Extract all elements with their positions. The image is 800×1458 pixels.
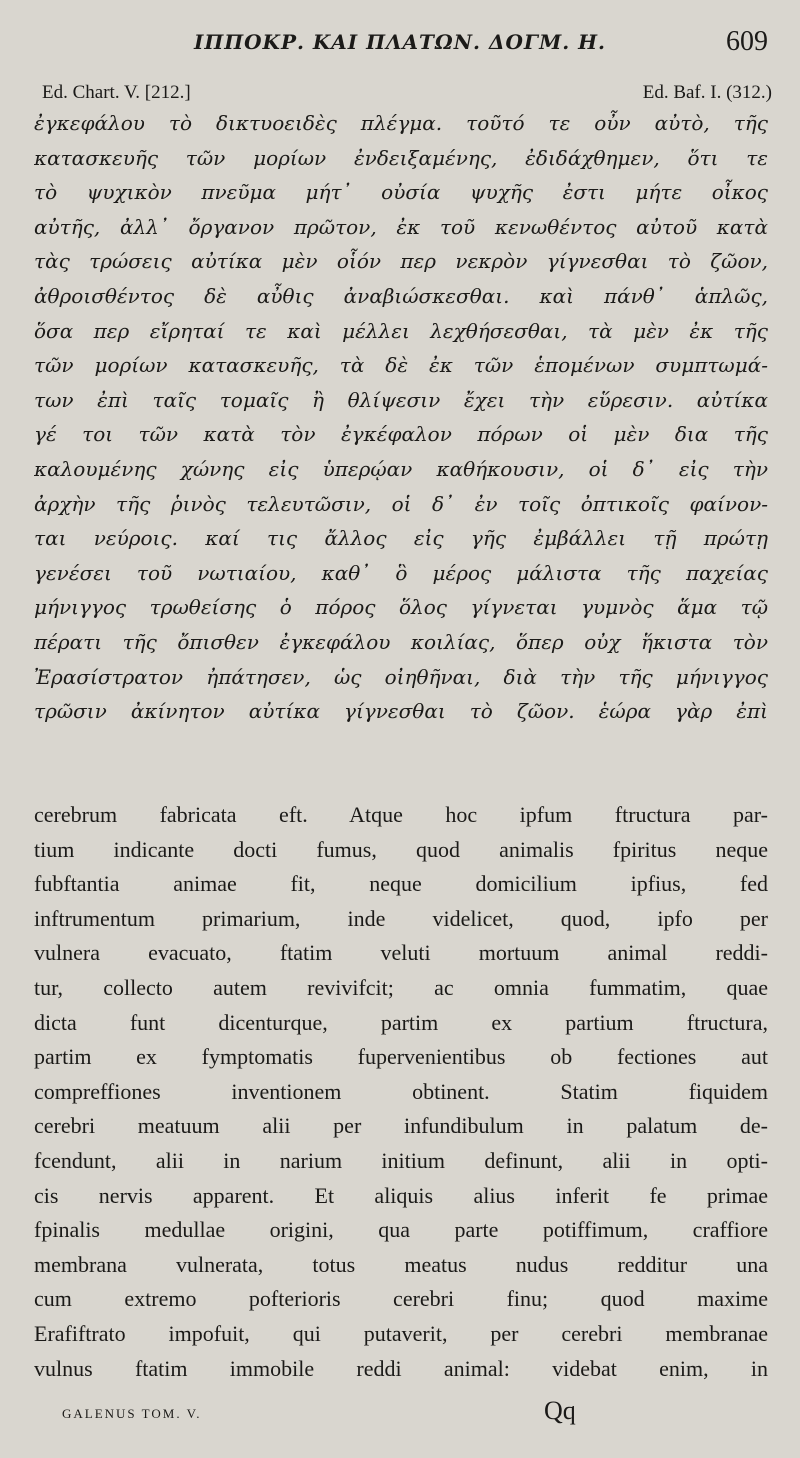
latin-text-line: cerebri meatuum alii per infundibulum in palatum de- (34, 1113, 768, 1139)
running-title: ΙΠΠΟΚΡ. ΚΑΙ ΠΛΑΤΩΝ. ΔΟΓΜ. Η. (193, 30, 607, 54)
latin-text-line: fpinalis medullae origini, qua parte potiffimum, craffiore (34, 1217, 768, 1243)
page-number: 609 (726, 26, 768, 57)
latin-text-line: cum extremo pofterioris cerebri finu; quod maxime (34, 1286, 768, 1312)
latin-text-line: membrana vulnerata, totus meatus nudus redditur una (34, 1251, 768, 1277)
greek-text-line: ἐγκεφάλου τὸ δικτυοειδὲς πλέγμα. τοῦτό τε οὖν αὐτὸ, τῆς (34, 111, 768, 135)
latin-text-line: cerebrum fabricata eft. Atque hoc ipfum ftructura par- (34, 802, 768, 827)
latin-text-line: Erafiftrato impofuit, qui putaverit, per cerebri membranae (34, 1320, 768, 1346)
latin-text-line: vulnera evacuato, ftatim veluti mortuum animal reddi- (34, 940, 768, 966)
greek-text-line: τῶν μορίων κατασκευῆς, τὰ δὲ ἐκ τῶν ἑπομένων συμπτωμά- (34, 353, 768, 378)
greek-text-line: γέ τοι τῶν κατὰ τὸν ἐγκέφαλον πόρων οἱ μὲν δια τῆς (34, 422, 768, 447)
greek-text-line: κατασκευῆς τῶν μορίων ἐνδειξαμένης, ἐδιδάχθημεν, ὅτι τε (34, 145, 768, 170)
greek-text-line: των ἐπὶ ταῖς τομαῖς ἢ θλίψεσιν ἔχει τὴν εὕρεσιν. αὐτίκα (34, 387, 768, 412)
latin-text-line: tur, collecto autem revivifcit; ac omnia fummatim, quae (34, 974, 768, 1000)
greek-text-line: τρῶσιν ἀκίνητον αὐτίκα γίγνεσθαι τὸ ζῶον. ἑώρα γὰρ ἐπὶ (34, 699, 768, 724)
latin-text-line: compreffiones inventionem obtinent. Statim fiquidem (34, 1078, 768, 1104)
edition-references (0, 82, 800, 106)
greek-text-line: πέρατι τῆς ὄπισθεν ἐγκεφάλου κοιλίας, ὅπερ οὐχ ἥκιστα τὸν (34, 629, 768, 654)
page-header (0, 26, 800, 60)
edition-reference-chartier: Ed. Chart. V. [212.] (42, 82, 191, 103)
greek-text-line: ἀθροισθέντος δὲ αὖθις ἀναβιώσκεσθαι. καὶ πάνθ᾽ ἁπλῶς, (34, 283, 768, 308)
greek-text-line: αὐτῆς, ἀλλ᾽ ὄργανον πρῶτον, ἐκ τοῦ κενωθέντος αὐτοῦ κατὰ (34, 214, 768, 239)
greek-text-line: καλουμένης χώνης εἰς ὑπερῴαν καθήκουσιν, οἱ δ᾽ εἰς τὴν (34, 456, 768, 481)
greek-text-line: τὰς τρώσεις αὐτίκα μὲν οἷόν περ νεκρὸν γίγνεσθαι τὸ ζῶον, (34, 249, 768, 274)
page-footer (0, 1398, 800, 1438)
greek-text-line: τὸ ψυχικὸν πνεῦμα μήτ᾽ οὐσία ψυχῆς ἐστι μήτε οἶκος (34, 180, 768, 205)
latin-text-line: fubftantia animae fit, neque domicilium ipfius, fed (34, 871, 768, 897)
signature-mark: GALENUS TOM. V. (62, 1406, 202, 1421)
latin-text-block (34, 798, 768, 1386)
greek-text-line: Ἐρασίστρατον ἠπάτησεν, ὡς οἰηθῆναι, διὰ τὴν τῆς μήνιγγος (34, 664, 768, 689)
latin-text-line: fcendunt, alii in narium initium definunt, alii in opti- (34, 1147, 768, 1173)
latin-text-line: dicta funt dicenturque, partim ex partium ftructura, (34, 1009, 768, 1035)
latin-text-line: partim ex fymptomatis fupervenientibus ob fectiones aut (34, 1044, 768, 1070)
greek-text-line: μήνιγγος τρωθείσης ὁ πόρος ὅλος γίγνεται γυμνὸς ἅμα τῷ (34, 595, 768, 620)
gathering-mark: Qq (544, 1396, 576, 1425)
greek-text-block (34, 106, 768, 729)
greek-text-line: ται νεύροις. καί τις ἄλλος εἰς γῆς ἐμβάλλει τῇ πρώτῃ (34, 526, 768, 551)
latin-text-line: tium indicante docti fumus, quod animalis fpiritus neque (34, 836, 768, 862)
latin-text-line: vulnus ftatim immobile reddi animal: videbat enim, in (34, 1355, 768, 1381)
latin-text-line: inftrumentum primarium, inde videlicet, quod, ipfo per (34, 905, 768, 931)
latin-text-line: cis nervis apparent. Et aliquis alius inferit fe primae (34, 1182, 768, 1208)
edition-reference-basel: Ed. Baf. I. (312.) (642, 82, 772, 103)
greek-text-line: ἀρχὴν τῆς ῥινὸς τελευτῶσιν, οἱ δ᾽ ἐν τοῖς ὀπτικοῖς φαίνον- (34, 491, 768, 516)
greek-text-line: ὅσα περ εἴρηταί τε καὶ μέλλει λεχθήσεσθαι, τὰ μὲν ἐκ τῆς (34, 318, 768, 343)
greek-text-line: γενέσει τοῦ νωτιαίου, καθ᾽ ὃ μέρος μάλιστα τῆς παχείας (34, 560, 768, 585)
